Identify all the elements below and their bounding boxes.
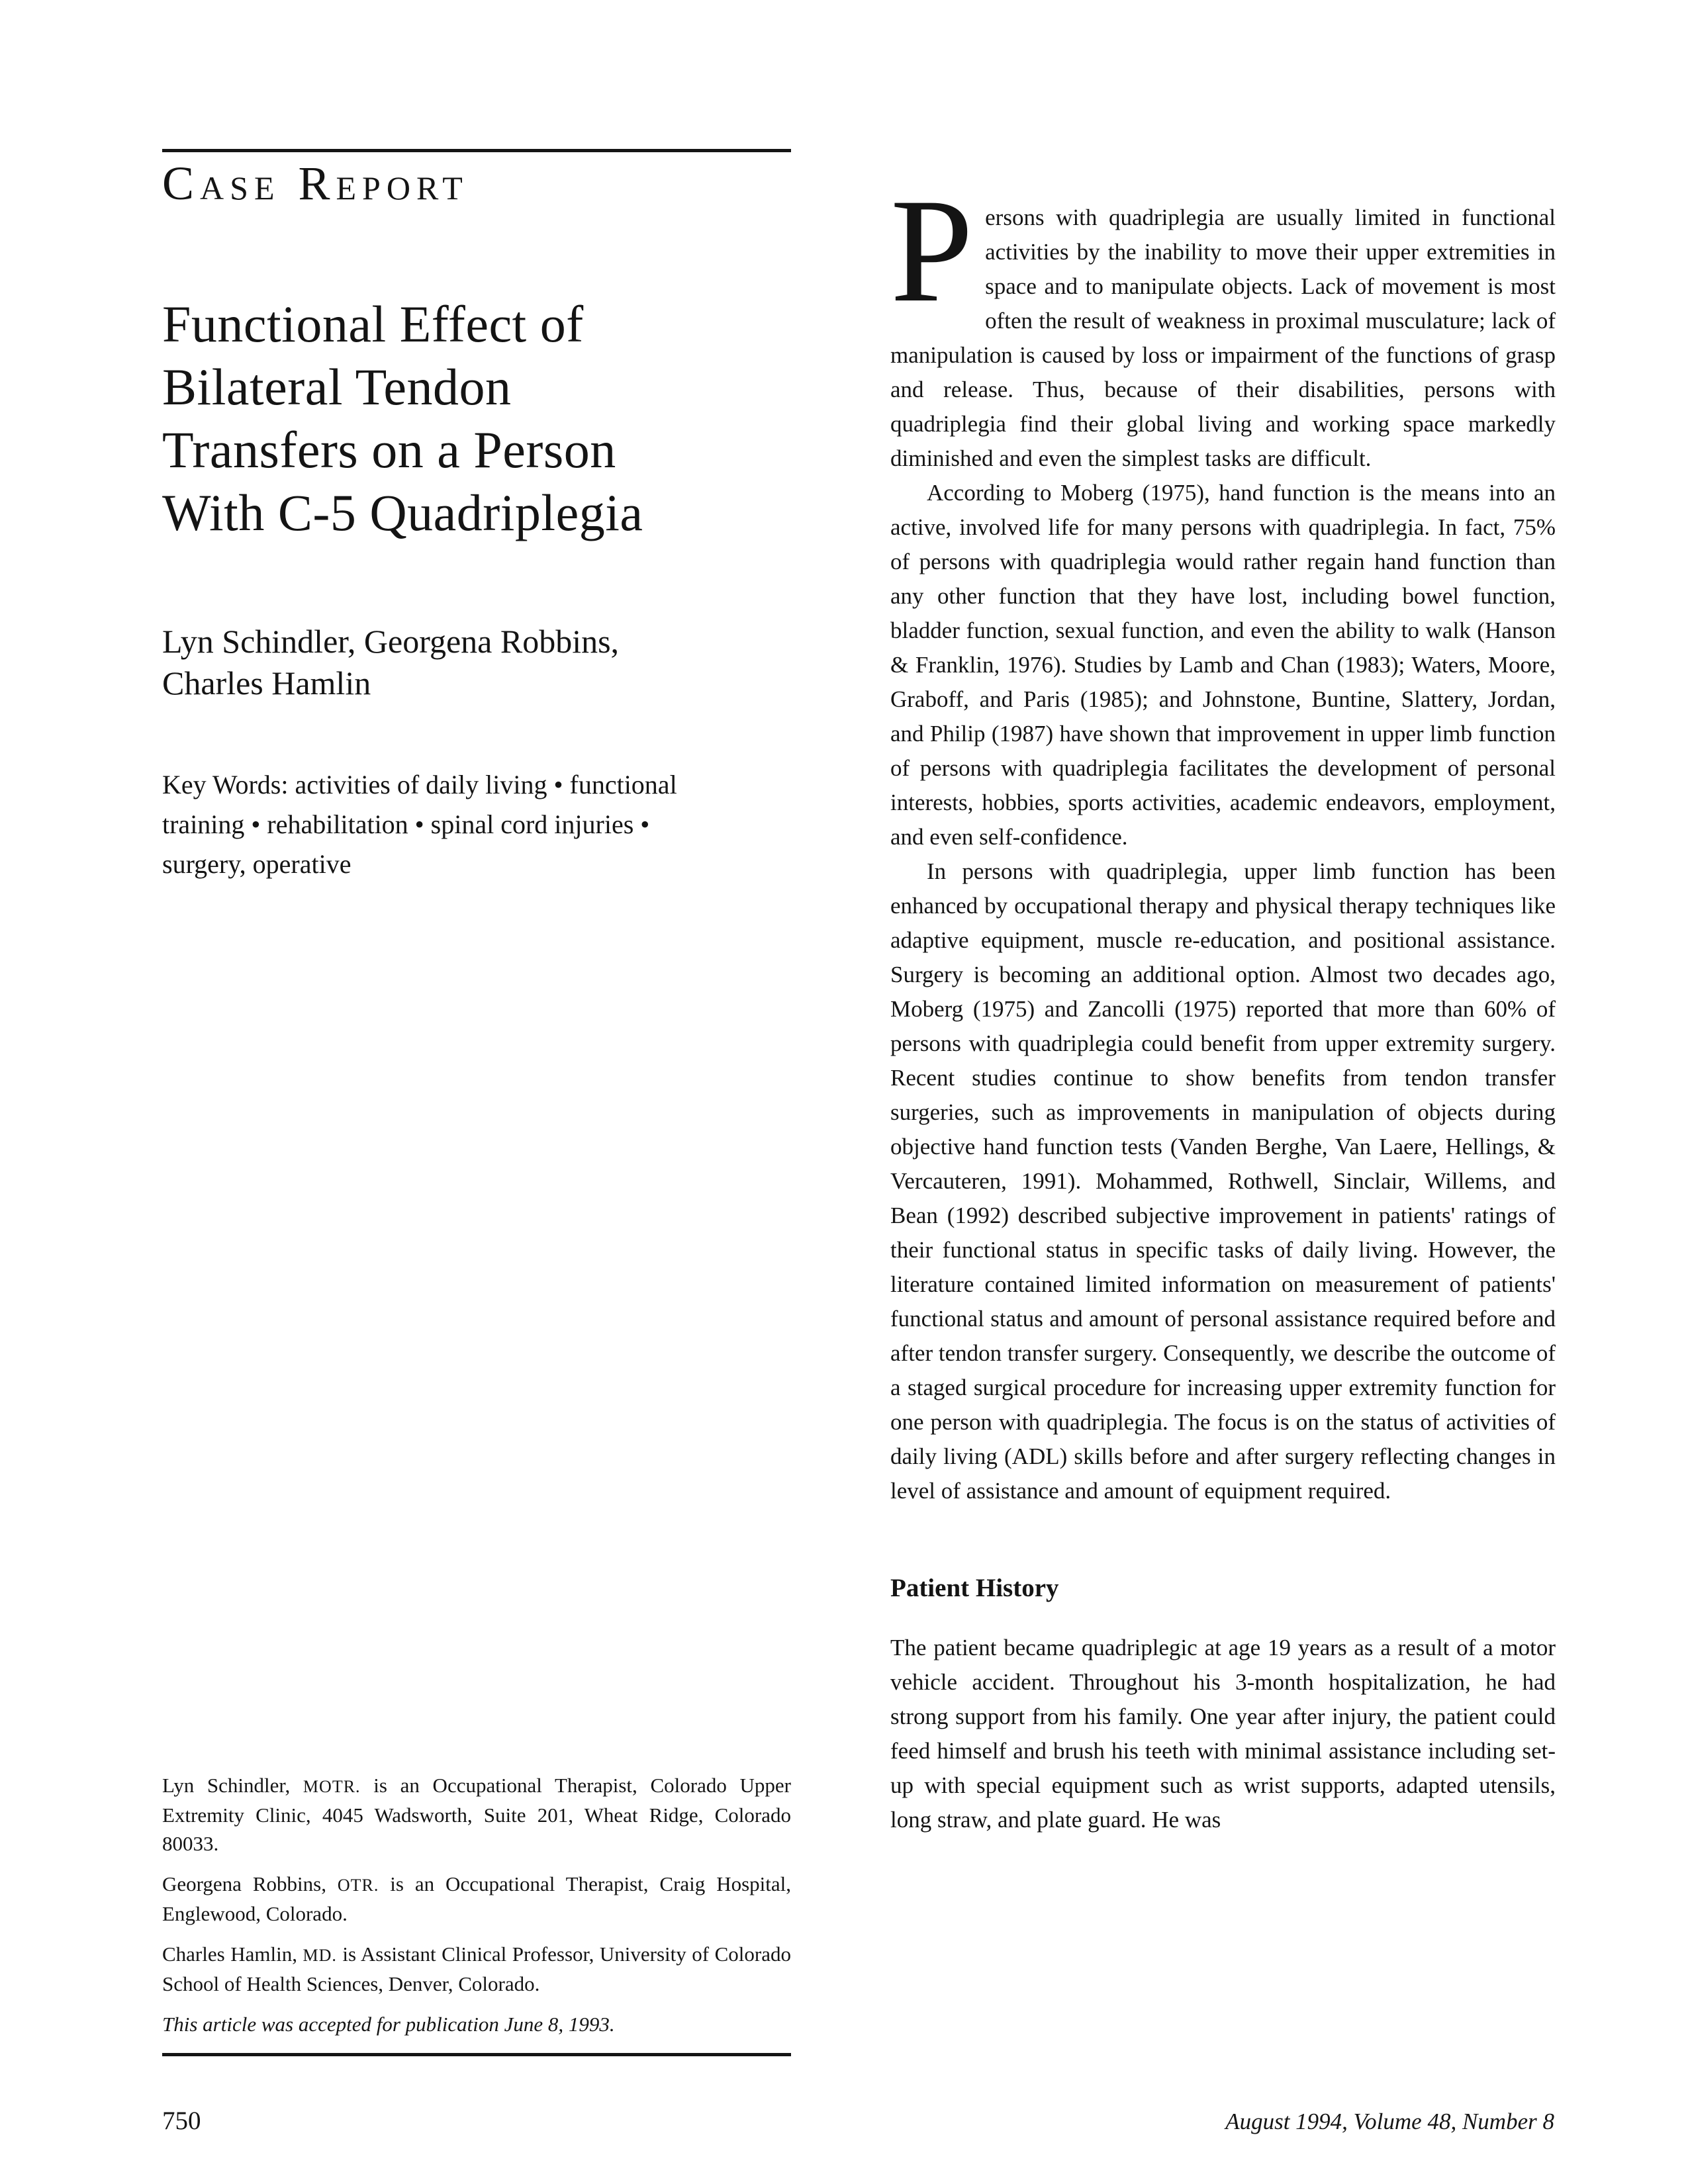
affiliation-text: is Assistant Clinical Professor, University of Colorado School of Health Sciences, Denver, Colorado. bbox=[162, 1942, 791, 1995]
section-label: Case Report bbox=[162, 157, 469, 210]
author-affiliations bbox=[162, 1771, 791, 2038]
keyword-line: Key Words: activities of daily living • functional bbox=[162, 770, 677, 799]
author-byline bbox=[162, 621, 619, 704]
paragraph-text: The patient became quadriplegic at age 19 years as a result of a motor vehicle accident. Throughout his 3-month hospitalization, he had strong support from his family. One year after injury, the patient could feed himself and brush his teeth with minimal assistance including set-up with special equipment such as wrist supports, adapted utensils, long straw, and plate guard. He was bbox=[890, 1635, 1556, 1833]
author-line: Charles Hamlin bbox=[162, 664, 371, 702]
keywords-block bbox=[162, 765, 677, 884]
affiliation-text: is an Occupational Therapist, Colorado Upper Extremity Clinic, 4045 Wadsworth, Suite 201, Wheat Ridge, Colorado 80033. bbox=[162, 1774, 791, 1855]
issue-line: August 1994, Volume 48, Number 8 bbox=[1225, 2109, 1554, 2134]
title-line: With C-5 Quadriplegia bbox=[162, 484, 643, 541]
author-line: Lyn Schindler, Georgena Robbins, bbox=[162, 623, 620, 660]
page-footer bbox=[162, 2106, 1554, 2136]
affiliation-author-name: Georgena Robbins, bbox=[162, 1872, 338, 1895]
accepted-note: This article was accepted for publication June 8, 1993. bbox=[162, 2013, 615, 2036]
affiliation-entry bbox=[162, 1870, 791, 1928]
dropcap-letter: P bbox=[890, 167, 974, 333]
affiliation-entry bbox=[162, 1771, 791, 1858]
intro-paragraph bbox=[890, 854, 1556, 1508]
footnote-rule bbox=[162, 2053, 791, 2056]
keyword-line: training • rehabilitation • spinal cord injuries • bbox=[162, 809, 650, 839]
paragraph-text: In persons with quadriplegia, upper limb function has been enhanced by occupational therapy and physical therapy techniques like adaptive equipment, muscle re-education, and positional assistance. Surgery is becoming an additional option. Almost two decades ago, Moberg (1975) and Zancolli (1975) reported that more than 60% of persons with quadriplegia could benefit from upper extremity surgery. Recent studies continue to show benefits from tendon transfer surgeries, such as improvements in manipulation of objects during objective hand function tests (Vanden Berghe, Van Laere, Hellings, & Vercauteren, 1991). Mohammed, Rothwell, Sinclair, Willems, and Bean (1992) described subjective improvement in patients' ratings of their functional status in specific tasks of daily living. However, the literature contained limited information on measurement of patients' functional status and amount of personal assistance required before and after tendon transfer surgery. Consequently, we describe the outcome of a staged surgical procedure for increasing upper extremity function for one person with quadriplegia. The focus is on the status of activities of daily living (ADL) skills before and after surgery reflecting changes in level of assistance and amount of equipment required. bbox=[890, 858, 1556, 1504]
header-rule bbox=[162, 149, 791, 152]
affiliation-credential: MD. bbox=[303, 1946, 337, 1965]
affiliation-entry bbox=[162, 1940, 791, 1998]
intro-paragraph bbox=[890, 167, 1556, 476]
article-body bbox=[890, 167, 1556, 1837]
history-paragraph bbox=[890, 1631, 1556, 1837]
keyword-line: surgery, operative bbox=[162, 849, 352, 879]
page-number: 750 bbox=[162, 2107, 201, 2135]
affiliation-text: is an Occupational Therapist, Craig Hospital, Englewood, Colorado. bbox=[162, 1872, 791, 1925]
affiliation-author-name: Charles Hamlin, bbox=[162, 1942, 303, 1966]
paragraph-text: According to Moberg (1975), hand function is the means into an active, involved life for many persons with quadriplegia. In fact, 75% of persons with quadriplegia would rather regain hand function than any other function that they have lost, including bowel function, bladder function, sexual function, and even the ability to walk (Hanson & Franklin, 1976). Studies by Lamb and Chan (1983); Waters, Moore, Graboff, and Paris (1985); and Johnstone, Buntine, Slattery, Jordan, and Philip (1987) have shown that improvement in upper limb function of persons with quadriplegia facilitates the development of personal interests, hobbies, sports activities, academic endeavors, employment, and even self-confidence. bbox=[890, 480, 1556, 850]
affiliation-author-name: Lyn Schindler, bbox=[162, 1774, 303, 1797]
intro-paragraph bbox=[890, 476, 1556, 854]
paragraph-text: ersons with quadriplegia are usually limited in functional activities by the inability to move their upper extremities in space and to manipulate objects. Lack of movement is most often the result of weakness in proximal musculature; lack of manipulation is caused by loss or impairment of the functions of grasp and release. Thus, because of their disabilities, persons with quadriplegia find their global living and working space markedly diminished and even the simplest tasks are difficult. bbox=[890, 205, 1556, 471]
affiliation-credential: OTR. bbox=[337, 1876, 379, 1895]
title-line: Functional Effect of bbox=[162, 295, 584, 353]
title-line: Bilateral Tendon bbox=[162, 358, 512, 416]
section-heading-patient-history: Patient History bbox=[890, 1574, 1059, 1602]
affiliation-credential: MOTR. bbox=[303, 1777, 361, 1796]
title-line: Transfers on a Person bbox=[162, 421, 616, 478]
article-title bbox=[162, 293, 643, 544]
